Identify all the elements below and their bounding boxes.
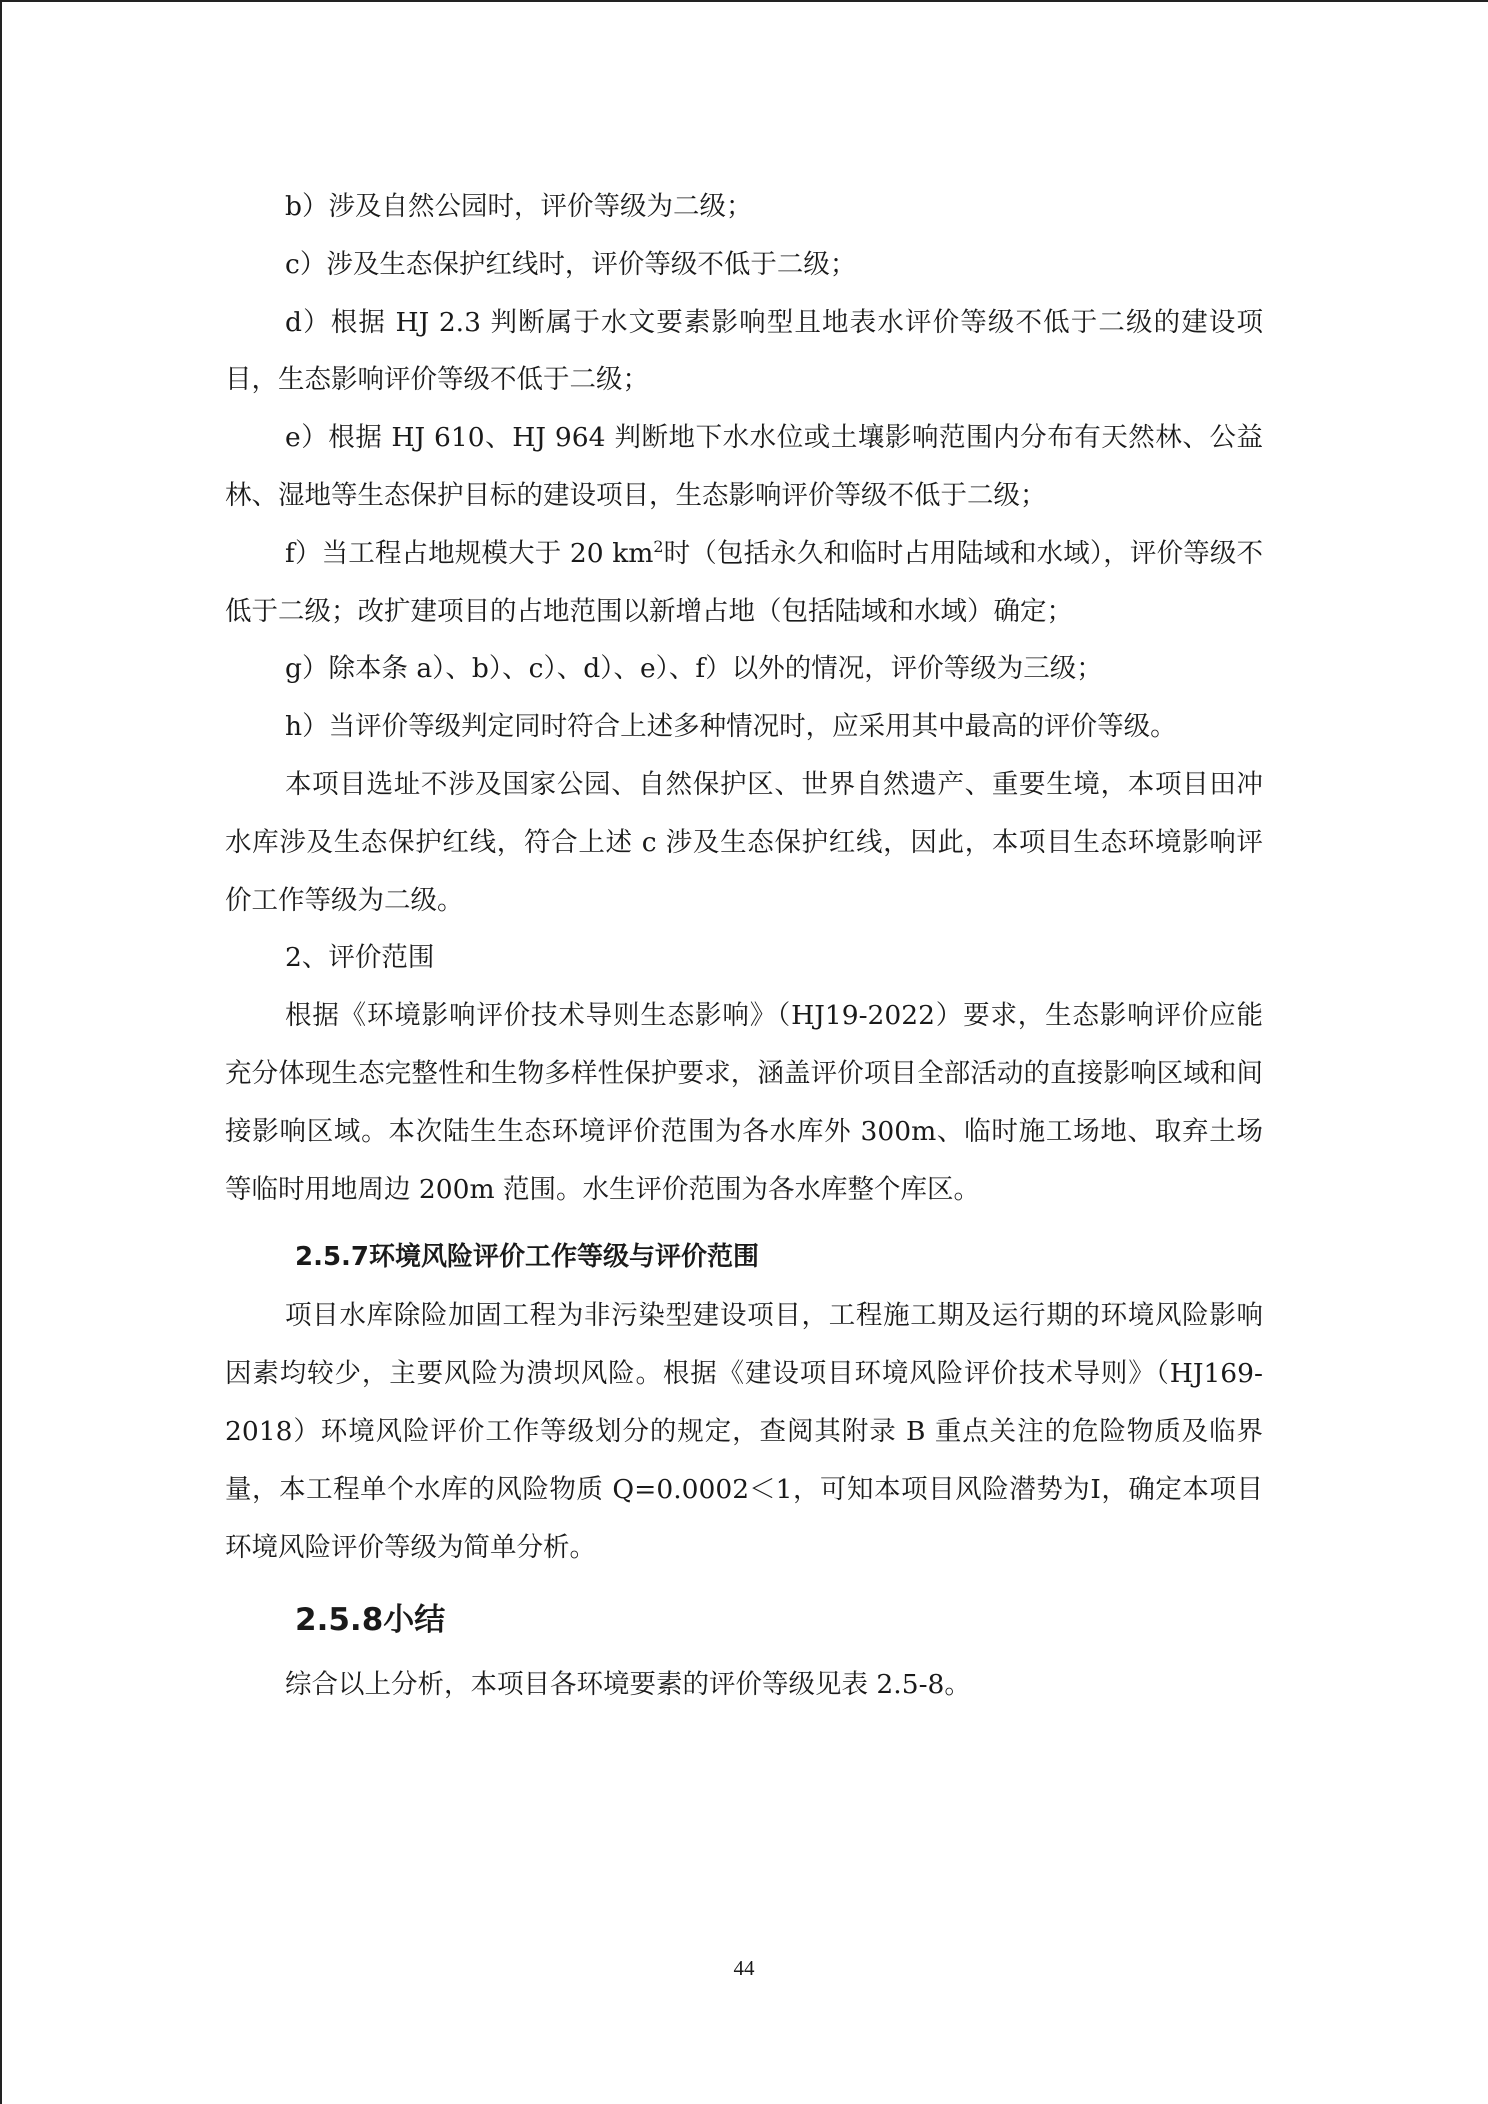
paragraph-project-level: 本项目选址不涉及国家公园、自然保护区、世界自然遗产、重要生境，本项目田冲水库涉及生态保护红线，符合上述 c 涉及生态保护红线，因此，本项目生态环境影响评价工作等级为二级。 [225,768,1263,916]
paragraph-risk: 项目水库除险加固工程为非污染型建设项目，工程施工期及运行期的环境风险影响因素均较少，主要风险为溃坝风险。根据《建设项目环境风险评价技术导则》（HJ169-2018）环境风险评价工作等级划分的规定，查阅其附录 B 重点关注的危险物质及临界量，本工程单个水库的风险物质 Q=0.0002＜1，可知本项目风险潜势为Ⅰ，确定本项目环境风险评价等级为简单分析。 [225,1300,1263,1563]
paragraph-f-superscript: 2 [653,536,664,556]
paragraph-e: e）根据 HJ 610、HJ 964 判断地下水水位或土壤影响范围内分布有天然林、公益林、湿地等生态保护目标的建设项目，生态影响评价等级不低于二级； [225,422,1263,511]
paragraph-g: g）除本条 a）、b）、c）、d）、e）、f）以外的情况，评价等级为三级； [285,653,1103,685]
paragraph-f-after: 时（包括永久和临时占用陆域和水域），评价等级不低于二级；改扩建项目的占地范围以新增占地（包括陆域和水域）确定； [225,537,1263,627]
paragraph-f-before: f）当工程占地规模大于 20 km [285,537,654,569]
page-number: 44 [733,1956,755,1980]
paragraph-scope: 根据《环境影响评价技术导则生态影响》（HJ19-2022）要求，生态影响评价应能充分体现生态完整性和生物多样性保护要求，涵盖评价项目全部活动的直接影响区域和间接影响区域。本次陆生生态环境评价范围为各水库外 300m、临时施工场地、取弃土场等临时用地周边 200m 范围。水生评价范围为各水库整个库区。 [225,1000,1263,1205]
section-heading-2-5-7: 2.5.7环境风险评价工作等级与评价范围 [295,1242,760,1273]
section-heading-2-5-8: 2.5.8小结 [295,1602,446,1639]
paragraph-h: h）当评价等级判定同时符合上述多种情况时，应采用其中最高的评价等级。 [285,711,1177,743]
paragraph-c: c）涉及生态保护红线时，评价等级不低于二级； [285,248,857,280]
paragraph-scope-title: 2、评价范围 [285,942,435,974]
document-body [225,178,1263,1714]
paragraph-d: d）根据 HJ 2.3 判断属于水文要素影响型且地表水评价等级不低于二级的建设项目，生态影响评价等级不低于二级； [225,306,1263,396]
paragraph-summary: 综合以上分析，本项目各环境要素的评价等级见表 2.5-8。 [285,1669,971,1701]
paragraph-b: b）涉及自然公园时，评价等级为二级； [285,191,753,222]
paragraph-f [225,525,1263,641]
